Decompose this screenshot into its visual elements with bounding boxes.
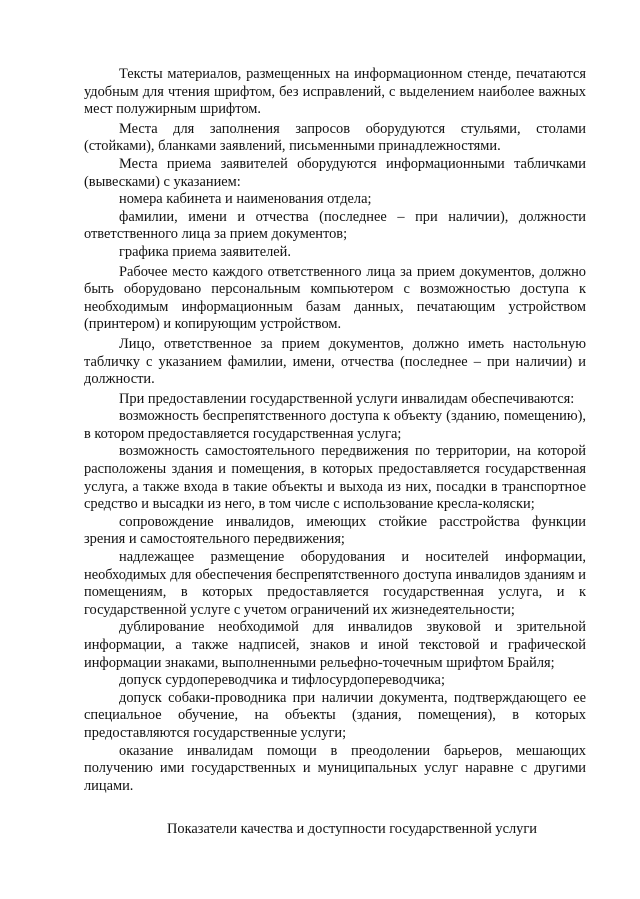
list-item-escort: сопровождение инвалидов, имеющих стойкие расстройства функции зрения и самостоятельного передвижения; [84, 513, 586, 548]
document-body [84, 66, 586, 795]
list-item-movement: возможность самостоятельного передвижения по территории, на которой расположены здания и помещения, в которых предоставляется государственная услуга, а также входа в такие объекты и выхода из них, посадки в транспортное средство и высадки из него, в том числе с использование кресла-коляски; [84, 443, 586, 513]
paragraph-reception-places: Места приема заявителей оборудуются информационными табличками (вывесками) с указанием: [84, 155, 586, 190]
paragraph-workplace: Рабочее место каждого ответственного лица за прием документов, должно быть оборудовано персональным компьютером с возможностью доступа к необходимым информационным базам данных, печатающим устройством (принтером) и копирующим устройством. [84, 263, 586, 333]
section-heading: Показатели качества и доступности государственной услуги [167, 821, 537, 837]
list-item-access: возможность беспрепятственного доступа к объекту (зданию, помещению), в котором предоставляется государственная услуга; [84, 408, 586, 442]
list-item-responsible-person: фамилии, имени и отчества (последнее – при наличии), должности ответственного лица за прием документов; [84, 208, 586, 243]
list-item-sign-interpreter: допуск сурдопереводчика и тифлосурдопереводчика; [119, 672, 445, 689]
list-item-duplication: дублирование необходимой для инвалидов звуковой и зрительной информации, а также надписей, знаков и иной текстовой и графической информации знаками, выполненными рельефно-точечным шрифтом Брайля; [84, 619, 586, 671]
list-item-room-number: номера кабинета и наименования отдела; [119, 191, 372, 208]
paragraph-stand-text: Тексты материалов, размещенных на информационном стенде, печатаются удобным для чтения шрифтом, без исправлений, с выделением наиболее важных мест полужирным шрифтом. [84, 66, 586, 118]
paragraph-request-places: Места для заполнения запросов оборудуются стульями, столами (стойками), бланками заявлений, письменными принадлежностями. [84, 120, 586, 155]
list-item-schedule: графика приема заявителей. [119, 243, 291, 260]
paragraph-desk-sign: Лицо, ответственное за прием документов, должно иметь настольную табличку с указанием фамилии, имени, отчества (последнее – при наличии) и должности. [84, 335, 586, 388]
list-item-guide-dog: допуск собаки-проводника при наличии документа, подтверждающего ее специальное обучение, на объекты (здания, помещения), в которых предоставляются государственные услуги; [84, 689, 586, 741]
list-item-equipment: надлежащее размещение оборудования и носителей информации, необходимых для обеспечения беспрепятственного доступа инвалидов зданиям и помещениям, в которых предоставляется государственная услуга, и к государственной услуге с учетом ограничений их жизнедеятельности; [84, 549, 586, 618]
paragraph-disabled-provisions: При предоставлении государственной услуги инвалидам обеспечиваются: [119, 390, 575, 407]
list-item-barrier-help: оказание инвалидам помощи в преодолении барьеров, мешающих получению ими государственных и муниципальных услуг наравне с другими лицами. [84, 742, 586, 794]
